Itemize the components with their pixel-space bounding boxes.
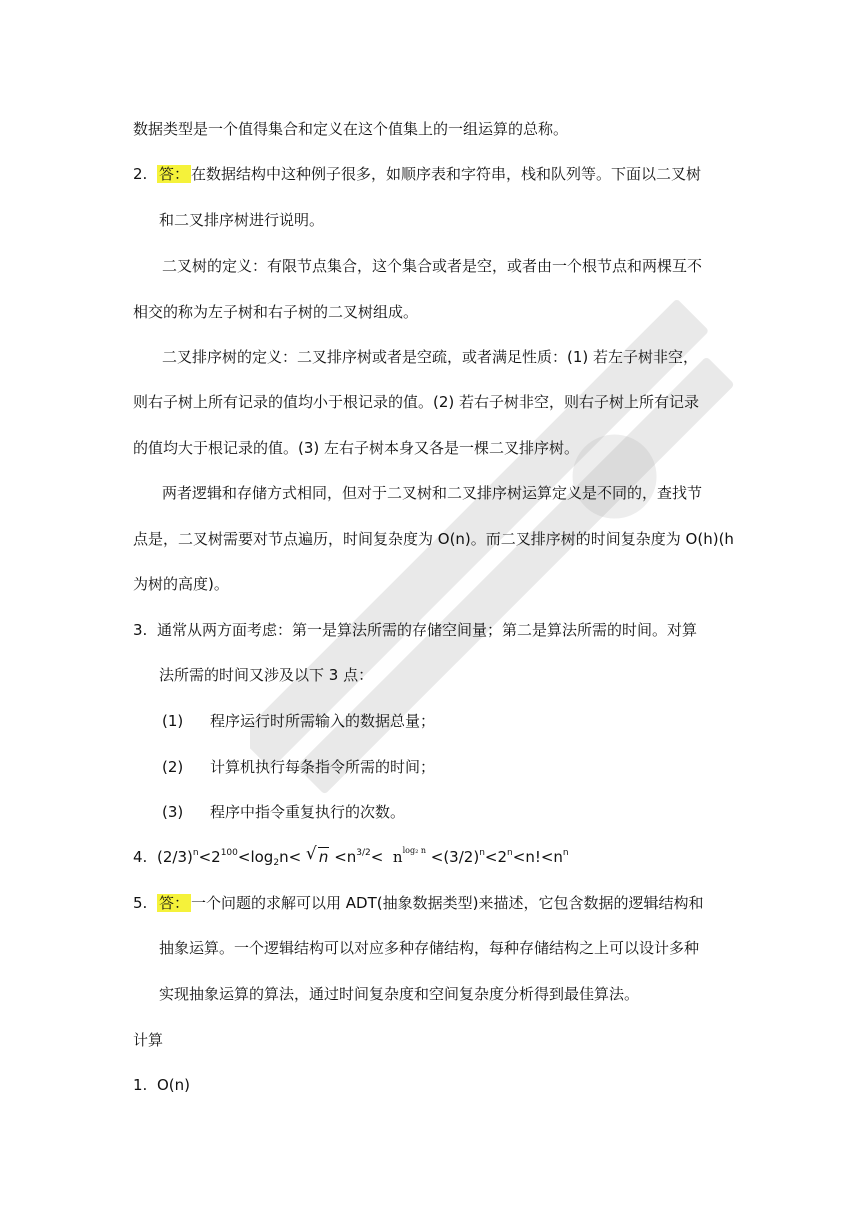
item-text: 程序运行时所需输入的数据总量；: [210, 712, 436, 730]
answer-2-line-1: [133, 164, 701, 184]
comparison-line-1: 两者逻辑和存储方式相同，但对于二叉树和二叉排序树运算定义是不同的，查找节: [162, 484, 703, 502]
answer-text: 一个问题的求解可以用 ADT(抽象数据类型)来描述，它包含数据的逻辑结构和: [191, 894, 704, 912]
answer-3-item-1: [162, 711, 435, 731]
formula-term: <2: [484, 848, 508, 866]
formula-sup: n: [507, 848, 513, 858]
formula-term: <log: [237, 848, 274, 866]
item-number: (1): [162, 712, 184, 730]
answer-text: 通常从两方面考虑：第一是算法所需的存储空间量；第二是算法所需的时间。对算: [157, 621, 698, 639]
list-number: 5.: [133, 894, 148, 912]
answer-text: 在数据结构中这种例子很多，如顺序表和字符串，栈和队列等。下面以二叉树: [191, 165, 702, 183]
formula-sup: n: [192, 848, 199, 858]
formula-term: <: [370, 848, 384, 866]
answer-3-line-2: 法所需的时间又涉及以下 3 点：: [159, 666, 374, 684]
formula-sup: n: [479, 848, 485, 858]
watermark: [250, 300, 750, 820]
bst-def-line-1: 二叉排序树的定义：二叉排序树或者是空疏，或者满足性质：(1) 若左子树非空，: [162, 348, 699, 366]
answer-4-formula: [133, 844, 569, 868]
formula-term: (2/3): [157, 848, 193, 866]
answer-highlight: 答：: [159, 165, 190, 183]
sqrt-argument: n: [318, 848, 329, 866]
section-heading: 计算: [133, 1031, 164, 1049]
binary-tree-def-line-2: 相交的称为左子树和右子树的二叉树组成。: [133, 303, 419, 321]
answer-3-item-3: [162, 802, 405, 822]
answer-5-line-2: 抽象运算。一个逻辑结构可以对应多种存储结构，每种存储结构之上可以设计多种: [159, 939, 700, 957]
formula-term: <n!<n: [512, 848, 563, 866]
formula-sup: 3/2: [356, 848, 371, 858]
list-number: 1.: [133, 1076, 148, 1094]
formula-base: n: [392, 848, 403, 866]
item-number: (2): [162, 758, 184, 776]
radical-icon: √: [305, 844, 317, 864]
item-text: 程序中指令重复执行的次数。: [210, 803, 406, 821]
bst-def-line-2: 则右子树上所有记录的值均小于根记录的值。(2) 若右子树非空，则右子树上所有记录: [133, 393, 700, 411]
list-number: 2.: [133, 165, 148, 183]
formula-sup: n: [562, 848, 569, 858]
item-number: (3): [162, 803, 184, 821]
item-text: 计算机执行每条指令所需的时间；: [210, 758, 436, 776]
formula-term: <(3/2): [430, 848, 480, 866]
bst-def-line-3: 的值均大于根记录的值。(3) 左右子树本身又各是一棵二叉排序树。: [133, 439, 580, 457]
formula-term: <2: [198, 848, 221, 866]
answer-2-line-2: 和二叉排序树进行说明。: [159, 211, 325, 229]
comparison-line-2: 点是，二叉树需要对节点遍历，时间复杂度为 O(n)。而二叉排序树的时间复杂度为 O(h)(h: [133, 530, 734, 548]
answer-5-line-3: 实现抽象运算的算法，通过时间复杂度和空间复杂度分析得到最佳算法。: [159, 985, 640, 1003]
formula-n-log-term: [393, 848, 426, 866]
sqrt-symbol: [305, 844, 330, 867]
calc-text: O(n): [157, 1076, 191, 1094]
answer-highlight: 答：: [159, 894, 190, 912]
paragraph-line: 数据类型是一个值得集合和定义在这个值集上的一组运算的总称。: [133, 120, 569, 138]
formula-term: n<: [279, 848, 302, 866]
formula-sup: log₂ n: [402, 846, 426, 855]
binary-tree-def-line-1: 二叉树的定义：有限节点集合，这个集合或者是空，或者由一个根节点和两棵互不: [162, 257, 703, 275]
list-number: 4.: [133, 848, 148, 866]
list-number: 3.: [133, 621, 148, 639]
formula-sup: 100: [220, 848, 238, 858]
answer-3-item-2: [162, 757, 435, 777]
answer-5-line-1: [133, 893, 703, 913]
comparison-line-3: 为树的高度)。: [133, 575, 229, 593]
formula-term: <n: [334, 848, 357, 866]
formula-sub: 2: [273, 858, 280, 868]
calc-item-1: [133, 1075, 190, 1095]
answer-3-line-1: [133, 620, 697, 640]
